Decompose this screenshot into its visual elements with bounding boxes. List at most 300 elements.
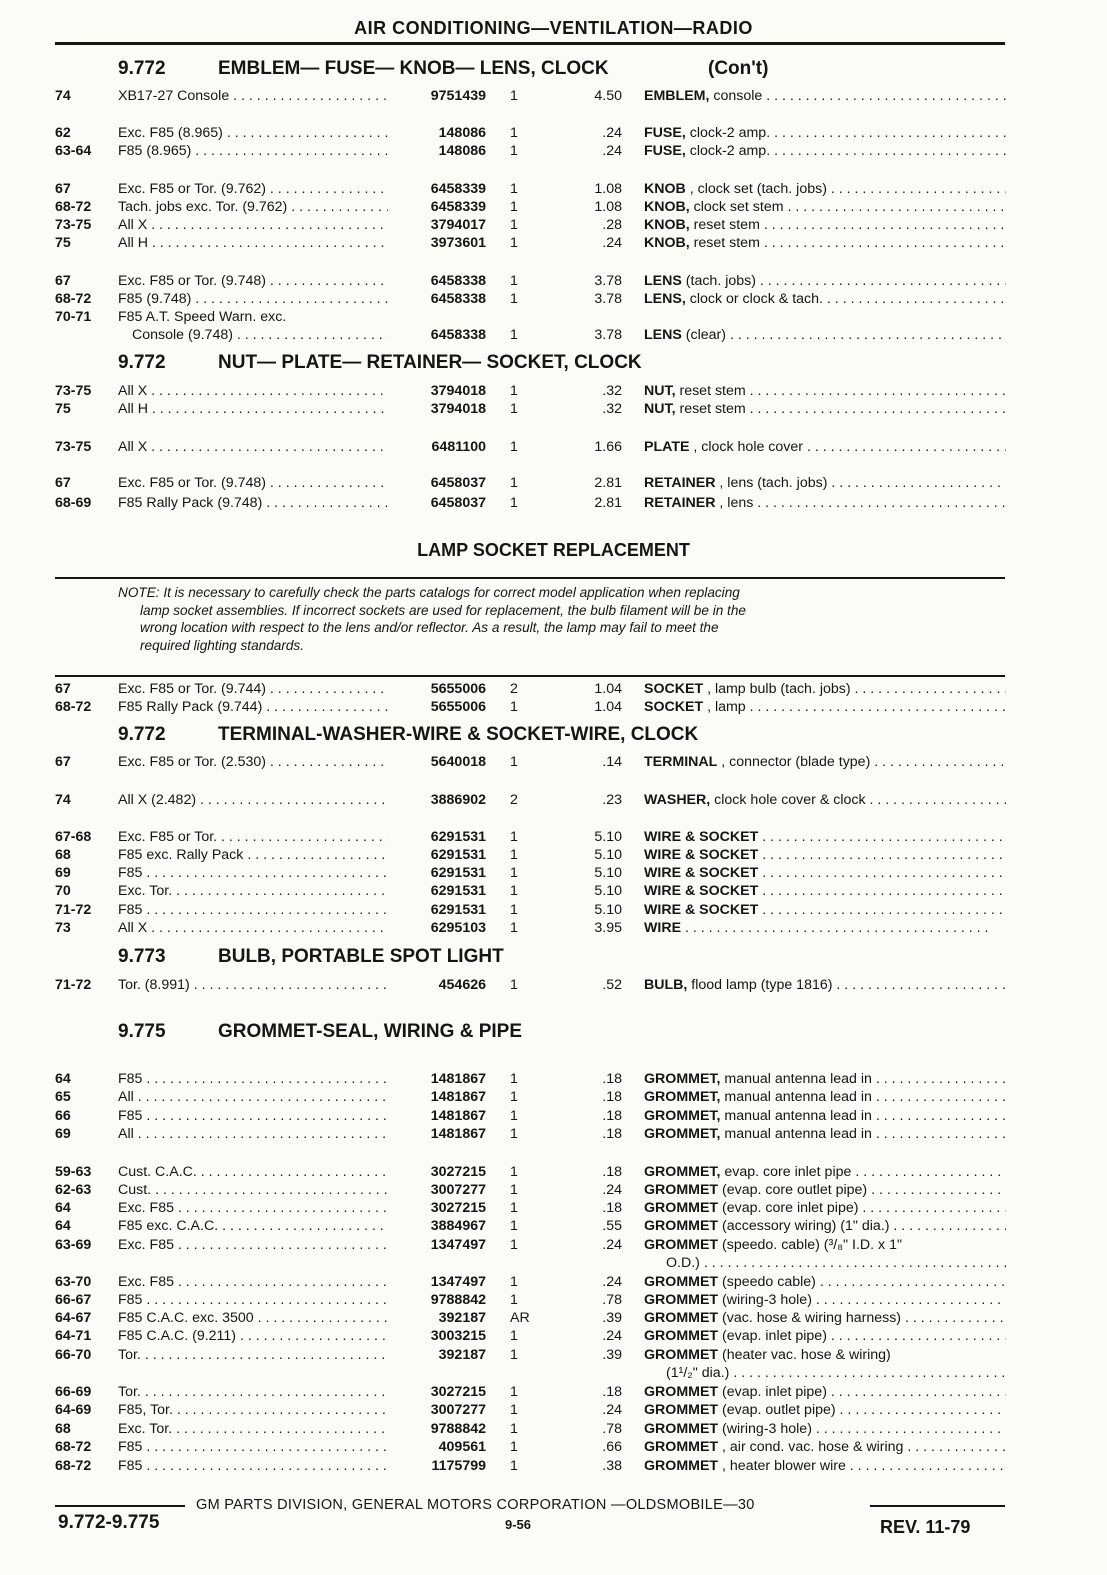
row-application: F85 . . .: [118, 864, 388, 882]
row-part-name: KNOB,: [644, 217, 690, 233]
row-quantity: 1: [510, 920, 518, 936]
row-year: 68-72: [55, 1458, 92, 1474]
row-description: [644, 234, 1006, 252]
row-price: 2.81: [594, 475, 622, 491]
row-application: All X . . .: [118, 919, 388, 937]
row-part-number: 1481867: [430, 1071, 486, 1087]
row-part-name: PLATE: [644, 439, 690, 455]
row-year: 66-69: [55, 1384, 92, 1400]
row-quantity: 1: [510, 1292, 518, 1308]
row-description: [644, 1401, 1006, 1419]
row-part-name: WIRE & SOCKET: [644, 829, 759, 845]
row-part-detail: , heater blower wire: [718, 1458, 846, 1474]
row-price: .24: [602, 1328, 622, 1344]
row-part-name: GROMMET: [644, 1200, 719, 1216]
row-price: 1.04: [594, 699, 622, 715]
row-quantity: 1: [510, 1328, 518, 1344]
row-part-number: 6291531: [430, 829, 486, 845]
row-year: 67: [55, 273, 71, 289]
row-part-number: 392187: [438, 1310, 486, 1326]
row-application: Exc. Tor. . . .: [118, 1420, 388, 1438]
row-application: Tach. jobs exc. Tor. (9.762) . . .: [118, 198, 388, 216]
row-description: [644, 400, 1006, 418]
row-description: [644, 919, 1006, 937]
row-part-number: 1481867: [430, 1108, 486, 1124]
table-row: [0, 1420, 1107, 1438]
row-quantity: 1: [510, 1439, 518, 1455]
section-title: TERMINAL-WASHER-WIRE & SOCKET-WIRE, CLOCK: [218, 724, 699, 745]
row-part-detail: (accessory wiring) (1" dia.): [718, 1218, 890, 1234]
row-quantity: 1: [510, 475, 518, 491]
row-part-name: LENS: [644, 327, 682, 343]
row-application: Exc. Tor. . . .: [118, 882, 388, 900]
row-application: All X . . .: [118, 382, 388, 400]
row-description: [644, 864, 1006, 882]
row-part-detail: manual antenna lead in: [720, 1108, 872, 1124]
row-part-number: 9751439: [430, 88, 486, 104]
row-part-detail: , clock hole cover: [689, 439, 804, 455]
row-quantity: 2: [510, 681, 518, 697]
row-part-number: 6458338: [430, 327, 486, 343]
row-price: 1.08: [594, 199, 622, 215]
row-application: Exc. F85 . . .: [118, 1236, 388, 1254]
row-price: .18: [602, 1164, 622, 1180]
row-application: Exc. F85 or Tor. (9.748) . . .: [118, 474, 388, 492]
row-application: F85 . . .: [118, 1438, 388, 1456]
row-description: [644, 1107, 1006, 1125]
table-row: [0, 1236, 1107, 1254]
table-row: [0, 1364, 1107, 1382]
row-year: 64: [55, 1071, 71, 1087]
row-part-detail: , connector (blade type): [717, 754, 871, 770]
row-part-number: 6458037: [430, 495, 486, 511]
row-part-number: 392187: [438, 1347, 486, 1363]
row-price: .39: [602, 1347, 622, 1363]
row-year: 69: [55, 865, 71, 881]
row-part-detail: (evap. inlet pipe): [718, 1328, 827, 1344]
section-number: 9.775: [118, 1021, 166, 1042]
row-part-name: GROMMET: [644, 1384, 719, 1400]
row-part-detail: evap. core inlet pipe: [720, 1164, 852, 1180]
row-part-number: 3884967: [430, 1218, 486, 1234]
table-row: [0, 864, 1107, 882]
row-application: Tor. . . .: [118, 1346, 388, 1364]
row-price: .24: [602, 1237, 622, 1253]
row-part-number: 3003215: [430, 1328, 486, 1344]
row-part-detail: manual antenna lead in: [720, 1089, 872, 1105]
table-row: [0, 698, 1107, 716]
row-price: 3.95: [594, 920, 622, 936]
row-part-detail: clock-2 amp.: [685, 125, 771, 141]
row-description-continued: (1¹/₂" dia.) . . .: [666, 1364, 1006, 1382]
row-quantity: 1: [510, 1126, 518, 1142]
row-part-name: GROMMET: [644, 1310, 719, 1326]
row-description: [644, 272, 1006, 290]
row-price: .24: [602, 1182, 622, 1198]
row-price: 3.78: [594, 273, 622, 289]
lamp-socket-heading: LAMP SOCKET REPLACEMENT: [417, 540, 690, 560]
row-part-number: 6291531: [430, 847, 486, 863]
row-part-number: 6458338: [430, 291, 486, 307]
row-description: [644, 1327, 1006, 1345]
footer-rule-left: [55, 1505, 185, 1507]
row-price: 1.04: [594, 681, 622, 697]
row-price: .55: [602, 1218, 622, 1234]
row-part-number: 1175799: [431, 1458, 486, 1474]
row-part-number: 3007277: [430, 1402, 486, 1418]
row-part-name: KNOB: [644, 181, 686, 197]
row-price: .14: [602, 754, 622, 770]
note-line: lamp socket assemblies. If incorrect sockets are used for replacement, the bulb filament will be in the: [140, 602, 746, 618]
section-title: EMBLEM— FUSE— KNOB— LENS, CLOCK: [218, 58, 609, 79]
row-part-number: 5655006: [430, 681, 486, 697]
row-year: 59-63: [55, 1164, 92, 1180]
row-quantity: 1: [510, 1458, 518, 1474]
table-row: [0, 1217, 1107, 1235]
row-part-detail: manual antenna lead in: [720, 1126, 872, 1142]
row-application: F85, Tor. . . .: [118, 1401, 388, 1419]
table-row: [0, 828, 1107, 846]
row-part-number: 1347497: [430, 1237, 486, 1253]
row-quantity: 1: [510, 1218, 518, 1234]
row-description: [644, 1438, 1006, 1456]
row-price: 3.78: [594, 291, 622, 307]
row-quantity: 2: [510, 792, 518, 808]
row-part-number: 6458338: [430, 273, 486, 289]
row-quantity: 1: [510, 125, 518, 141]
table-row: [0, 1070, 1107, 1088]
row-application: F85 . . .: [118, 1291, 388, 1309]
row-year: 68-72: [55, 291, 92, 307]
row-quantity: 1: [510, 1384, 518, 1400]
row-part-name: GROMMET: [644, 1402, 719, 1418]
row-part-detail: clock hole cover & clock: [710, 792, 866, 808]
footer-page-number: 9-56: [505, 1517, 532, 1532]
row-price: .23: [602, 792, 622, 808]
row-part-name: FUSE,: [644, 143, 686, 159]
row-quantity: 1: [510, 977, 518, 993]
row-part-number: 1347497: [430, 1274, 486, 1290]
table-row: [0, 901, 1107, 919]
row-part-number: 409561: [438, 1439, 486, 1455]
row-price: 1.66: [594, 439, 622, 455]
row-description: [644, 382, 1006, 400]
row-description: [644, 1088, 1006, 1106]
table-row: [0, 1309, 1107, 1327]
row-application: XB17-27 Console . . .: [118, 87, 388, 105]
row-description: [644, 698, 1006, 716]
row-year: 62-63: [55, 1182, 92, 1198]
table-row: [0, 198, 1107, 216]
row-year: 62: [55, 125, 71, 141]
row-quantity: 1: [510, 1108, 518, 1124]
row-part-detail: clock or clock & tach.: [685, 291, 823, 307]
row-description: [644, 1346, 1006, 1364]
row-part-name: SOCKET: [644, 681, 704, 697]
row-part-name: LENS: [644, 273, 682, 289]
row-application: F85 Rally Pack (9.748) . . .: [118, 494, 388, 512]
row-application: Tor. . . .: [118, 1383, 388, 1401]
row-application: Exc. F85 or Tor. (9.762) . . .: [118, 180, 388, 198]
row-description: [644, 494, 1006, 512]
row-quantity: 1: [510, 1237, 518, 1253]
table-row: [0, 474, 1107, 492]
row-description: [644, 1309, 1006, 1327]
row-application: F85 Rally Pack (9.744) . . .: [118, 698, 388, 716]
row-year: 67-68: [55, 829, 92, 845]
row-quantity: 1: [510, 902, 518, 918]
row-year: 66: [55, 1108, 71, 1124]
row-part-name: BULB,: [644, 977, 688, 993]
row-quantity: 1: [510, 291, 518, 307]
section-title: GROMMET-SEAL, WIRING & PIPE: [218, 1021, 523, 1042]
row-part-name: GROMMET,: [644, 1108, 721, 1124]
row-year: 66-67: [55, 1292, 92, 1308]
row-description-continued: O.D.) . . .: [666, 1254, 1006, 1272]
row-quantity: 1: [510, 88, 518, 104]
row-application: F85 (8.965) . . .: [118, 142, 388, 160]
row-quantity: 1: [510, 1402, 518, 1418]
row-year: 64: [55, 1200, 71, 1216]
row-part-detail: (wiring-3 hole): [718, 1292, 812, 1308]
row-description: [644, 882, 1006, 900]
row-price: .18: [602, 1089, 622, 1105]
table-row: [0, 1273, 1107, 1291]
row-price: .18: [602, 1384, 622, 1400]
row-quantity: 1: [510, 439, 518, 455]
table-row: [0, 400, 1107, 418]
note-line: wrong location with respect to the lens and/or reflector. As a result, the lamp may fail to meet the: [140, 620, 719, 635]
note-bottom-rule: [55, 675, 1005, 677]
table-row: [0, 1457, 1107, 1475]
row-price: 5.10: [594, 865, 622, 881]
row-part-name: RETAINER: [644, 495, 716, 511]
row-description: [644, 124, 1006, 142]
row-application: All . . .: [118, 1088, 388, 1106]
row-year: 73: [55, 920, 71, 936]
row-part-number: 6481100: [431, 439, 486, 455]
row-part-detail: manual antenna lead in: [720, 1071, 872, 1087]
row-year: 70-71: [55, 309, 92, 325]
row-application: Tor. (8.991) . . .: [118, 976, 388, 994]
row-quantity: 1: [510, 199, 518, 215]
row-application: Exc. F85 or Tor. . . .: [118, 828, 388, 846]
row-part-detail: , clock set (tach. jobs): [685, 181, 827, 197]
row-year: 68-72: [55, 1439, 92, 1455]
row-year: 63-70: [55, 1274, 92, 1290]
row-part-detail: , air cond. vac. hose & wiring: [718, 1439, 904, 1455]
row-application: All X . . .: [118, 438, 388, 456]
row-quantity: 1: [510, 1200, 518, 1216]
table-row: [0, 1181, 1107, 1199]
row-quantity: 1: [510, 217, 518, 233]
row-year: 74: [55, 792, 71, 808]
row-quantity: 1: [510, 273, 518, 289]
row-application: All H . . .: [118, 400, 388, 418]
table-row: [0, 1327, 1107, 1345]
row-application: F85 exc. Rally Pack . . .: [118, 846, 388, 864]
row-part-number: 6291531: [430, 902, 486, 918]
row-part-detail: (tach. jobs): [681, 273, 756, 289]
row-part-detail: (heater vac. hose & wiring): [718, 1347, 891, 1363]
row-quantity: 1: [510, 1164, 518, 1180]
row-application: Console (9.748) . . .: [132, 326, 388, 344]
row-part-name: WIRE & SOCKET: [644, 847, 759, 863]
table-row: [0, 680, 1107, 698]
row-part-detail: reset stem: [675, 383, 746, 399]
table-row: [0, 1163, 1107, 1181]
row-price: .52: [602, 977, 622, 993]
row-price: .78: [602, 1292, 622, 1308]
row-year: 73-75: [55, 217, 92, 233]
row-part-number: 9788842: [430, 1292, 486, 1308]
row-application: All H . . .: [118, 234, 388, 252]
row-year: 75: [55, 401, 71, 417]
footer-revision: REV. 11-79: [880, 1517, 971, 1537]
row-price: 5.10: [594, 902, 622, 918]
section-number: 9.772: [118, 724, 166, 745]
row-part-name: GROMMET: [644, 1274, 719, 1290]
row-year: 67: [55, 181, 71, 197]
row-quantity: 1: [510, 235, 518, 251]
row-description: [644, 1181, 1006, 1199]
row-part-name: GROMMET,: [644, 1126, 721, 1142]
row-price: .18: [602, 1200, 622, 1216]
table-row: [0, 180, 1107, 198]
row-part-number: 3027215: [430, 1384, 486, 1400]
row-description: [644, 1199, 1006, 1217]
row-description: [644, 1420, 1006, 1438]
row-part-name: NUT,: [644, 401, 676, 417]
row-price: .39: [602, 1310, 622, 1326]
row-part-name: RETAINER: [644, 475, 716, 491]
row-year: 64-69: [55, 1402, 92, 1418]
row-description: [644, 1457, 1006, 1475]
row-price: .32: [602, 401, 622, 417]
row-part-detail: (evap. inlet pipe): [718, 1384, 827, 1400]
row-description: [644, 846, 1006, 864]
row-description: [644, 326, 1006, 344]
row-description: [644, 180, 1006, 198]
row-year: 64: [55, 1218, 71, 1234]
row-description: [644, 1070, 1006, 1088]
row-part-detail: (clear): [681, 327, 726, 343]
row-price: .32: [602, 383, 622, 399]
row-part-name: GROMMET: [644, 1328, 719, 1344]
row-application: F85 . . .: [118, 1107, 388, 1125]
row-application: F85 C.A.C. (9.211) . . .: [118, 1327, 388, 1345]
row-part-number: 6458339: [430, 199, 486, 215]
table-row: [0, 1401, 1107, 1419]
row-part-detail: (speedo cable): [718, 1274, 816, 1290]
footer-section-range: 9.772-9.775: [58, 1512, 160, 1533]
row-application: All X . . .: [118, 216, 388, 234]
row-price: .18: [602, 1126, 622, 1142]
row-price: .24: [602, 1402, 622, 1418]
row-price: .18: [602, 1071, 622, 1087]
row-part-name: GROMMET: [644, 1237, 719, 1253]
row-year: 74: [55, 88, 71, 104]
row-year: 71-72: [55, 977, 92, 993]
row-price: .24: [602, 235, 622, 251]
row-application: Exc. F85 or Tor. (2.530) . . .: [118, 753, 388, 771]
row-quantity: 1: [510, 1421, 518, 1437]
row-part-number: 6291531: [430, 883, 486, 899]
table-row: [0, 494, 1107, 512]
header-rule: [55, 42, 1005, 45]
section-number: 9.772: [118, 58, 166, 79]
row-description: [644, 753, 1006, 771]
row-description: [644, 1163, 1006, 1181]
row-year: 70: [55, 883, 71, 899]
row-description: [644, 1383, 1006, 1401]
row-year: 68: [55, 1421, 71, 1437]
row-year: 63-64: [55, 143, 92, 159]
row-price: 2.81: [594, 495, 622, 511]
row-price: 3.78: [594, 327, 622, 343]
row-part-number: 3886902: [430, 792, 486, 808]
row-part-number: 9788842: [430, 1421, 486, 1437]
lamp-socket-note: [118, 584, 998, 654]
row-part-name: WASHER,: [644, 792, 711, 808]
row-part-detail: , lamp: [703, 699, 746, 715]
row-part-name: WIRE & SOCKET: [644, 902, 759, 918]
row-quantity: 1: [510, 1089, 518, 1105]
row-quantity: 1: [510, 143, 518, 159]
row-year: 68-72: [55, 199, 92, 215]
table-row: [0, 1107, 1107, 1125]
table-row: [0, 882, 1107, 900]
row-application: Cust. C.A.C. . . .: [118, 1163, 388, 1181]
row-year: 64-67: [55, 1310, 92, 1326]
row-year: 66-70: [55, 1347, 92, 1363]
row-year: 63-69: [55, 1237, 92, 1253]
row-year: 73-75: [55, 383, 92, 399]
row-quantity: 1: [510, 495, 518, 511]
row-description: [644, 1217, 1006, 1235]
row-part-detail: (evap. outlet pipe): [718, 1402, 836, 1418]
row-quantity: 1: [510, 1182, 518, 1198]
row-quantity: 1: [510, 865, 518, 881]
row-part-name: WIRE: [644, 920, 682, 936]
row-part-name: GROMMET: [644, 1347, 719, 1363]
section-number: 9.773: [118, 946, 166, 967]
row-application: Exc. F85 or Tor. (9.748) . . .: [118, 272, 388, 290]
row-part-detail: , lens (tach. jobs): [715, 475, 828, 491]
table-row: [0, 216, 1107, 234]
row-year: 67: [55, 754, 71, 770]
row-part-name: GROMMET: [644, 1439, 719, 1455]
table-row: [0, 1254, 1107, 1272]
row-description: [644, 1273, 1006, 1291]
row-part-number: 6458339: [430, 181, 486, 197]
row-part-number: 6295103: [430, 920, 486, 936]
row-description: [644, 87, 1006, 105]
row-price: .38: [602, 1458, 622, 1474]
row-year: 68-72: [55, 699, 92, 715]
table-row: [0, 1199, 1107, 1217]
row-description: [644, 828, 1006, 846]
table-row: [0, 846, 1107, 864]
row-application: F85 . . .: [118, 1070, 388, 1088]
row-part-detail: (vac. hose & wiring harness): [718, 1310, 902, 1326]
footer-publisher: GM PARTS DIVISION, GENERAL MOTORS CORPORATION —OLDSMOBILE—30: [196, 1497, 755, 1513]
row-price: .78: [602, 1421, 622, 1437]
row-application: F85 . . .: [118, 1457, 388, 1475]
table-row: [0, 1125, 1107, 1143]
row-description: [644, 901, 1006, 919]
row-application: Exc. F85 . . .: [118, 1273, 388, 1291]
